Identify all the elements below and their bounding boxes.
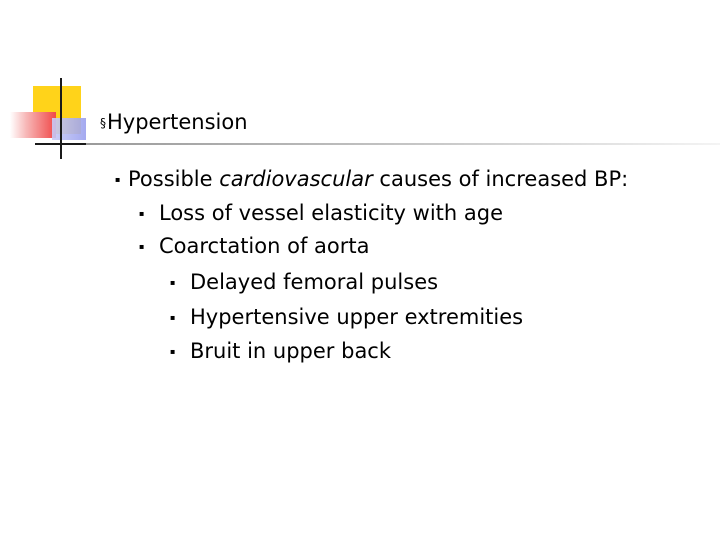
bullet-icon: ▪: [170, 278, 176, 287]
list-item-level2: Loss of vessel elasticity with age: [159, 201, 504, 225]
item-text-after: causes of increased BP:: [372, 167, 629, 191]
list-item-level2: Coarctation of aorta: [159, 234, 370, 258]
bullet-icon: ▪: [139, 242, 145, 251]
logo-red-bar: [10, 112, 56, 138]
item-text-before: Possible: [128, 167, 220, 191]
list-item-level1: [128, 166, 628, 192]
list-item-level3: Delayed femoral pulses: [190, 270, 439, 294]
list-item-level3: Hypertensive upper extremities: [190, 305, 524, 329]
title-underline-rule: [86, 143, 720, 145]
bullet-icon: ▪: [170, 313, 176, 322]
item-text-emphasis: cardiovascular: [219, 167, 373, 191]
title-marker: §: [100, 116, 106, 130]
bullet-icon: ▪: [170, 347, 176, 356]
slide-title: [100, 109, 248, 136]
slide-title-text: Hypertension: [107, 110, 248, 134]
logo-blue-square: [52, 118, 86, 140]
list-item-level3: Bruit in upper back: [190, 339, 392, 363]
logo-vertical-line: [60, 78, 62, 159]
bullet-icon: ▪: [139, 209, 145, 218]
bullet-icon: ▪: [115, 175, 121, 184]
